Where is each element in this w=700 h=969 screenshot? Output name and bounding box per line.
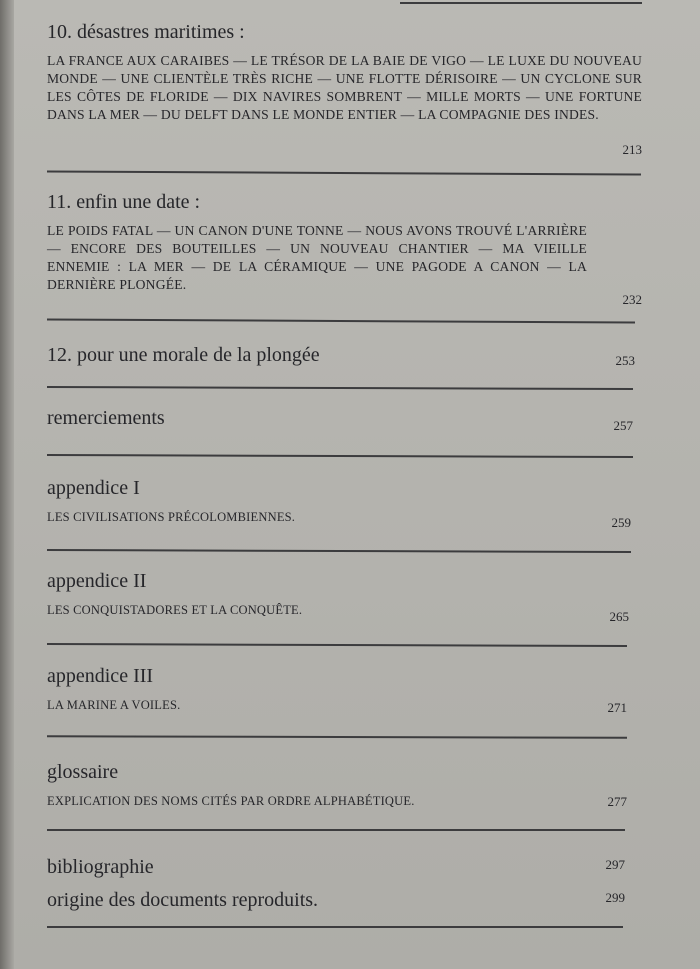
divider bbox=[47, 926, 623, 928]
entry-title: appendice III bbox=[47, 665, 154, 687]
entry-description: LE POIDS FATAL — UN CANON D'UNE TONNE — NOUS AVONS TROUVÉ L'ARRIÈRE — ENCORE DES BOUTEILLES — UN NOUVEAU CHANTIER — MA VIEILLE ENNEMIE : LA MER — DE LA CÉRAMIQUE — UNE PAGODE A CANON — LA DERNIÈRE PLONGÉE. bbox=[47, 223, 587, 292]
page-number: 257 bbox=[613, 418, 633, 433]
page-number: 213 bbox=[622, 142, 642, 157]
toc-entry-10 bbox=[47, 20, 642, 157]
divider bbox=[47, 829, 625, 831]
toc-entry-appendice-1 bbox=[47, 476, 631, 530]
page-number: 253 bbox=[615, 353, 635, 368]
book-spine-edge bbox=[0, 0, 14, 969]
page-number: 259 bbox=[611, 515, 631, 530]
page-number: 277 bbox=[607, 794, 627, 809]
toc-entry-remerciements bbox=[47, 406, 633, 433]
entry-title: remerciements bbox=[47, 407, 165, 429]
entry-description: EXPLICATION DES NOMS CITÉS PAR ORDRE ALPHABÉTIQUE. bbox=[47, 794, 415, 808]
entry-description: LA MARINE A VOILES. bbox=[47, 698, 181, 712]
entry-title: 12. pour une morale de la plongée bbox=[47, 344, 320, 366]
toc-entry-appendice-2 bbox=[47, 569, 629, 624]
entry-title: appendice II bbox=[47, 570, 147, 592]
entry-description: LA FRANCE AUX CARAIBES — LE TRÉSOR DE LA BAIE DE VIGO — LE LUXE DU NOUVEAU MONDE — UNE CLIENTÈLE TRÈS RICHE — UNE FLOTTE DÉRISOIRE — UN CYCLONE SUR LES CÔTES DE FLORIDE — DIX NAVIRES SOMBRENT — MILLE MORTS — UNE FORTUNE DANS LA MER — DU DELFT DANS LE MONDE ENTIER — LA COMPAGNIE DES INDES. bbox=[47, 53, 642, 122]
divider bbox=[400, 2, 642, 4]
toc-entry-bibliographie bbox=[47, 855, 625, 879]
page-number: 271 bbox=[607, 700, 627, 715]
entry-title: 10. désastres maritimes : bbox=[47, 21, 245, 43]
toc-entry-12 bbox=[47, 343, 635, 367]
entry-title: appendice I bbox=[47, 477, 140, 499]
entry-title: bibliographie bbox=[47, 856, 154, 878]
entry-title: origine des documents reproduits. bbox=[47, 889, 319, 911]
entry-description: LES CONQUISTADORES ET LA CONQUÊTE. bbox=[47, 603, 303, 617]
toc-entry-11 bbox=[47, 190, 642, 307]
page-number: 232 bbox=[622, 292, 642, 307]
toc-entry-glossaire bbox=[47, 760, 627, 810]
page-number: 265 bbox=[609, 609, 629, 624]
toc-entry-appendice-3 bbox=[47, 664, 627, 714]
entry-title: glossaire bbox=[47, 761, 119, 783]
entry-description: LES CIVILISATIONS PRÉCOLOMBIENNES. bbox=[47, 510, 296, 524]
entry-title: 11. enfin une date : bbox=[47, 191, 201, 213]
toc-entry-origine-documents bbox=[47, 888, 625, 912]
page-number: 299 bbox=[605, 890, 625, 905]
page-number: 297 bbox=[605, 857, 625, 872]
